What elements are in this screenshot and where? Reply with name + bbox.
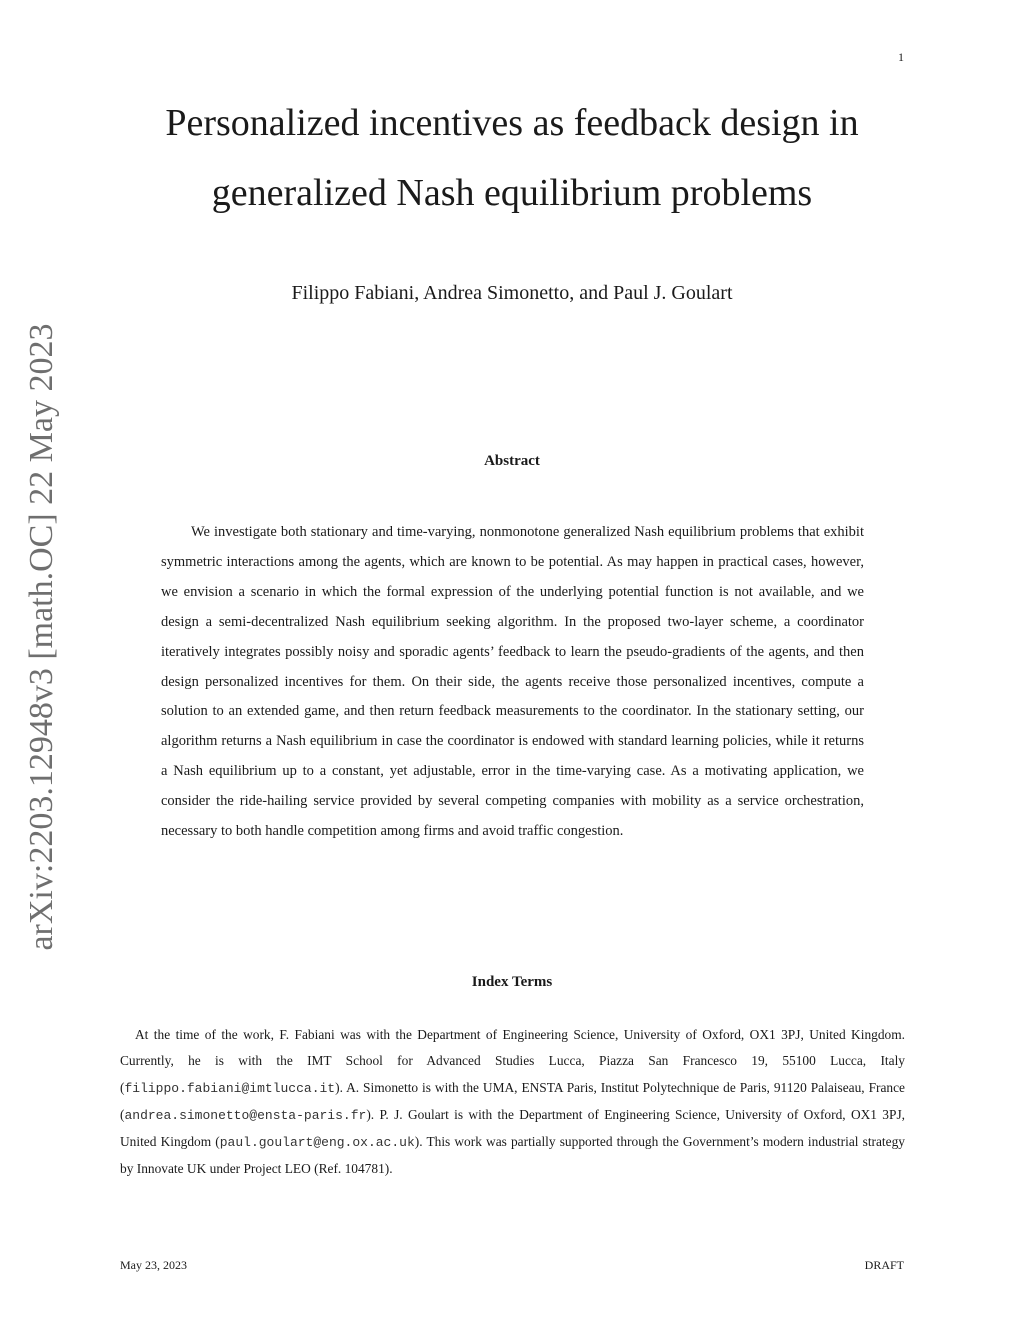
paper-title-line-1: Personalized incentives as feedback design in <box>165 102 859 144</box>
footer-draft-label: DRAFT <box>864 1258 904 1272</box>
email-link-fabiani[interactable]: filippo.fabiani@imtlucca.it <box>124 1080 336 1096</box>
footnote-text-3: ). P. J. Goulart is with the Department of Engineering Science, University of Oxford, OX1 3PJ, United Kingdom ( <box>120 1106 905 1150</box>
author-list: Filippo Fabiani, Andrea Simonetto, and Paul J. Goulart <box>291 282 733 304</box>
email-link-goulart[interactable]: paul.goulart@eng.ox.ac.uk <box>219 1135 415 1151</box>
footnote-text-4: ). This work was partially supported through the Government’s modern industrial strategy by Innovate UK under Project LEO (Ref. 104781). <box>120 1134 905 1177</box>
abstract-body: We investigate both stationary and time-varying, nonmonotone generalized Nash equilibrium problems that exhibit symmetric interactions among the agents, which are known to be potential. As may happen in practical cases, however, we envision a scenario in which the formal expression of the underlying potential function is not available, and we design a semi-decentralized Nash equilibrium seeking algorithm. In the proposed two-layer scheme, a coordinator iteratively integrates possibly noisy and sporadic agents’ feedback to learn the pseudo-gradients of the agents, and then design personalized incentives for them. On their side, the agents receive those personalized incentives, compute a solution to an extended game, and then return feedback measurements to the coordinator. In the stationary setting, our algorithm returns a Nash equilibrium in case the coordinator is endowed with standard learning policies, while it returns a Nash equilibrium up to a constant, yet adjustable, error in the time-varying case. As a motivating application, we consider the ride-hailing service provided by several competing companies with mobility as a service orchestration, necessary to both handle competition among firms and avoid traffic congestion. <box>161 524 864 840</box>
arxiv-identifier-stamp: arXiv:2203.12948v3 [math.OC] 22 May 2023 <box>23 323 60 951</box>
footnote-text-1: At the time of the work, F. Fabiani was with the Department of Engineering Science, University of Oxford, OX1 3PJ, United Kingdom. Currently, he is with the IMT School for Advanced Studies Lucca, Piazza San Francesco 19, 55100 Lucca, Italy ( <box>120 1027 905 1095</box>
affiliation-footnote <box>120 1022 905 1183</box>
paper-title <box>100 88 924 228</box>
email-link-simonetto[interactable]: andrea.simonetto@ensta-paris.fr <box>124 1107 367 1123</box>
page-number: 1 <box>898 50 904 64</box>
footnote-text-2: ). A. Simonetto is with the UMA, ENSTA Paris, Institut Polytechnique de Paris, 91120 Palaiseau, France ( <box>120 1079 905 1122</box>
paper-title-line-2: generalized Nash equilibrium problems <box>211 172 813 214</box>
abstract-heading: Abstract <box>484 453 540 469</box>
footer-date: May 23, 2023 <box>120 1258 187 1272</box>
index-terms-heading: Index Terms <box>471 974 553 990</box>
